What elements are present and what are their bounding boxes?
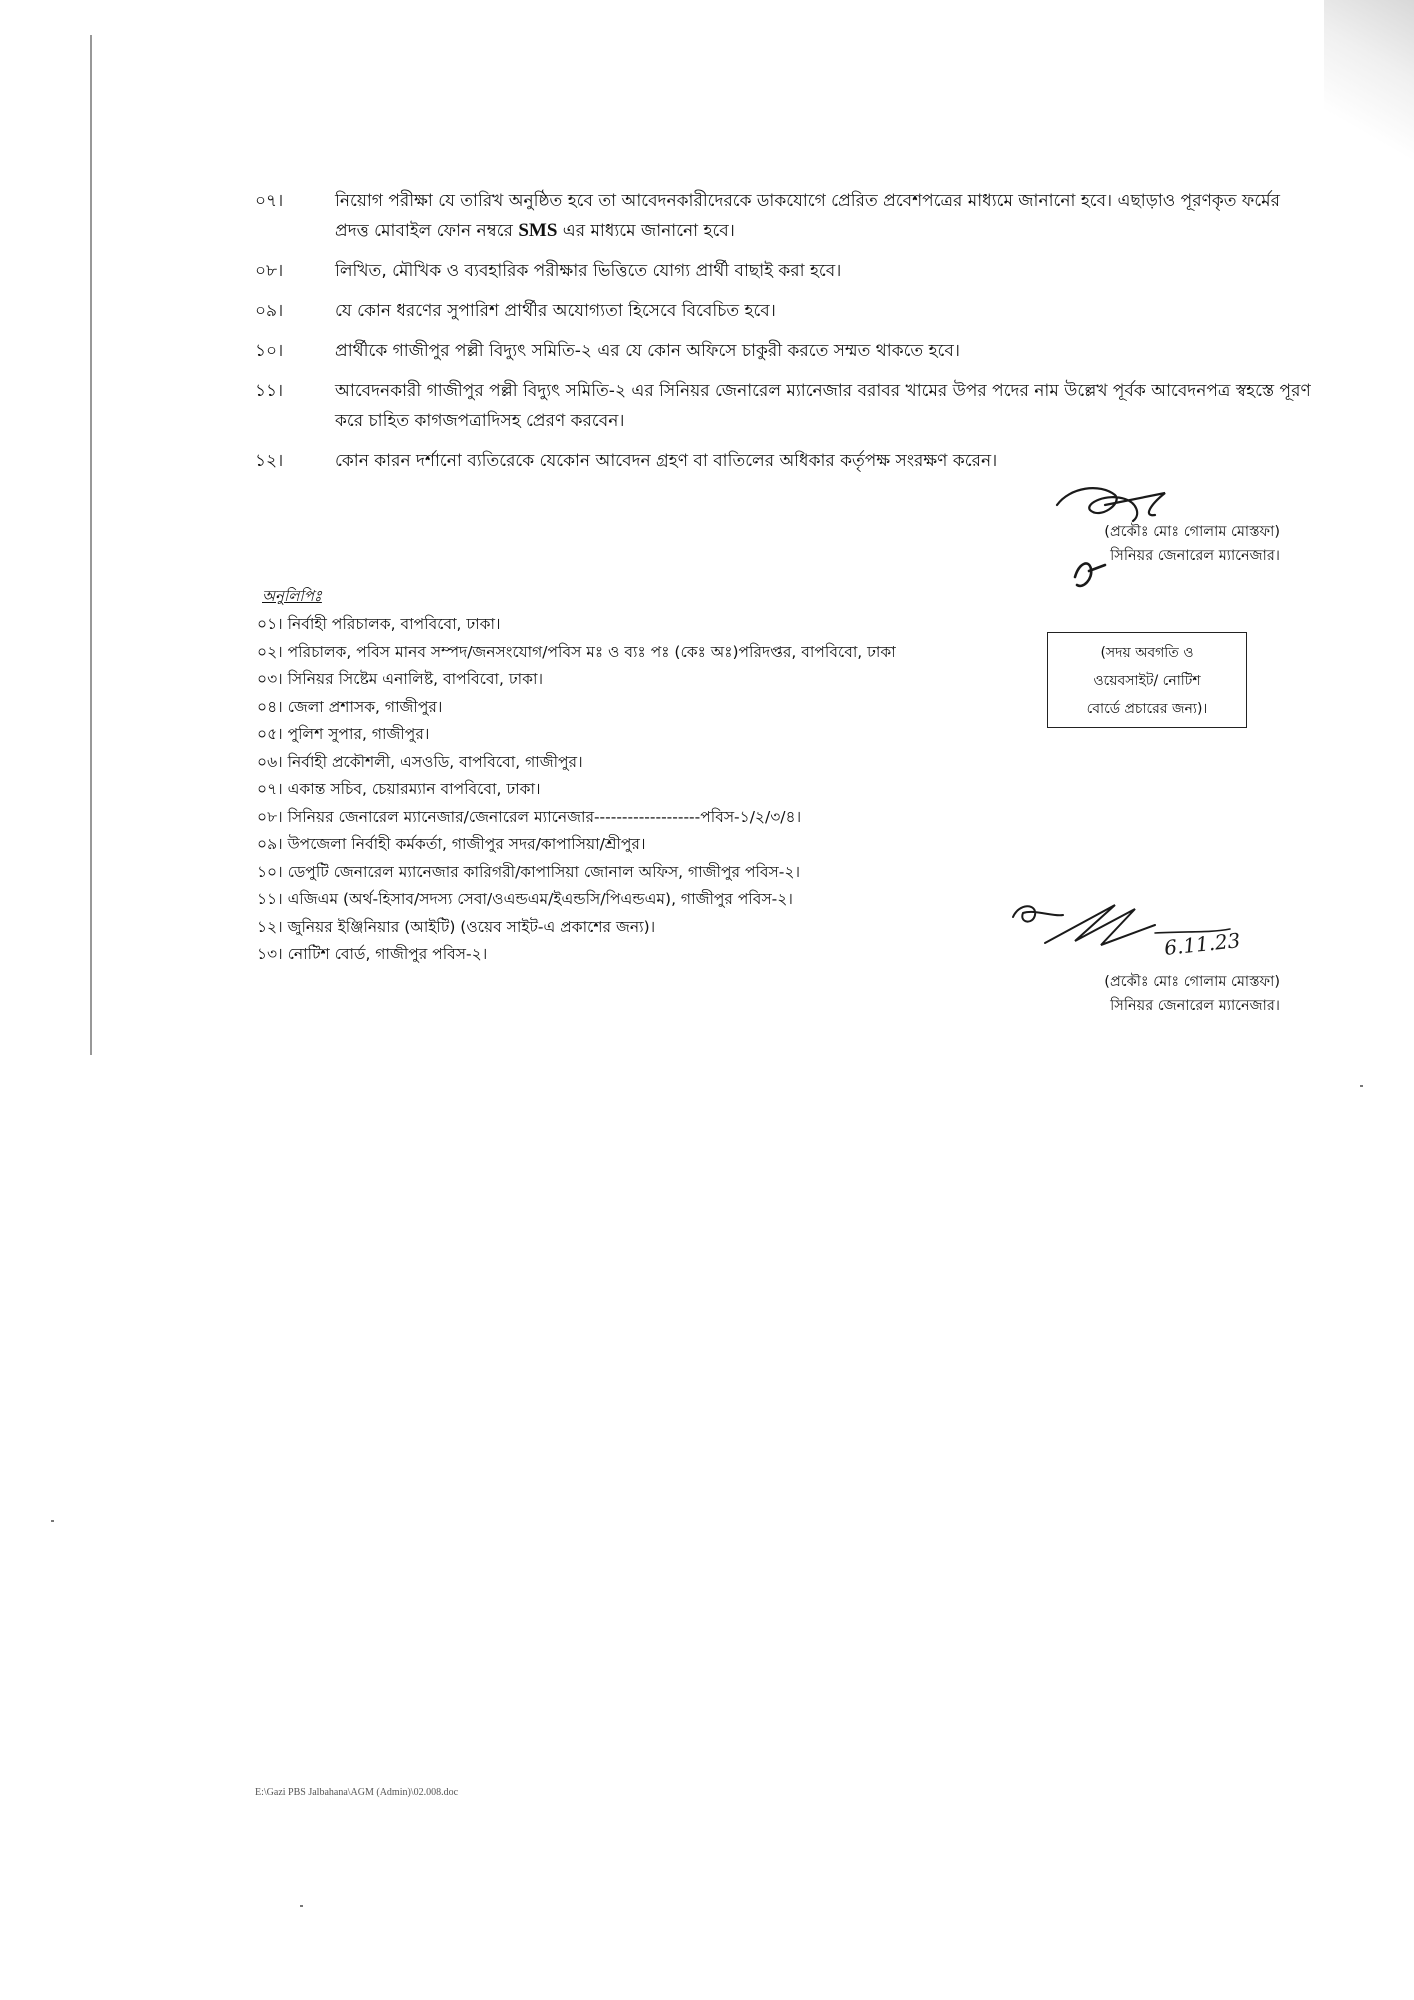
scan-edge-line — [90, 35, 92, 1055]
signatory-name: (প্রকৌঃ মোঃ গোলাম মোস্তফা) — [1104, 974, 1280, 990]
cc-item: ০৯। উপজেলা নির্বাহী কর্মকর্তা, গাজীপুর সদর/কাপাসিয়া/শ্রীপুর। — [257, 835, 646, 853]
cc-list — [257, 611, 1057, 969]
notice-item — [255, 256, 1315, 286]
signatory-name: (প্রকৌঃ মোঃ গোলাম মোস্তফা) — [1104, 524, 1280, 540]
cc-item: ১০। ডেপুটি জেনারেল ম্যানেজার কারিগরী/কাপাসিয়া জোনাল অফিস, গাজীপুর পবিস-২। — [257, 862, 800, 881]
info-box-line: ওয়েবসাইট/ নোটিশ — [1093, 673, 1201, 689]
info-box-line: বোর্ডে প্রচারের জন্য)। — [1086, 701, 1208, 717]
cc-heading: অনুলিপিঃ — [262, 587, 322, 605]
cc-item: ০১। নির্বাহী পরিচালক, বাপবিবো, ঢাকা। — [257, 615, 501, 633]
notice-number: ০৭। — [255, 191, 284, 211]
cc-item: ০৮। সিনিয়র জেনারেল ম্যানেজার/জেনারেল ম্যানেজার-------------------পবিস-১/২/৩/৪। — [257, 807, 802, 826]
notice-text: যে কোন ধরণের সুপারিশ প্রার্থীর অযোগ্যতা হিসেবে বিবেচিত হবে। — [335, 301, 776, 321]
notice-item — [255, 186, 1315, 246]
notice-text: আবেদনকারী গাজীপুর পল্লী বিদ্যুৎ সমিতি-২ এর সিনিয়র জেনারেল ম্যানেজার বরাবর খামের উপর পদের নাম উল্লেখ পূর্বক আবেদনপত্র স্বহস্তে পূরণ করে চাহিত কাগজপত্রাদিসহ প্রেরণ করবেন। — [335, 381, 1311, 431]
signatory-designation: সিনিয়র জেনারেল ম্যানেজার। — [1110, 548, 1280, 564]
notice-item — [255, 376, 1315, 436]
file-path-footer: E:\Gazi PBS Jalbahana\AGM (Admin)\02.008.doc — [255, 1787, 459, 1798]
cc-item: ০৭। একান্ত সচিব, চেয়ারম্যান বাপবিবো, ঢাকা। — [257, 780, 541, 798]
scan-speck — [300, 1905, 303, 1907]
cc-item: ১২। জুনিয়র ইঞ্জিনিয়ার (আইটি) (ওয়েব সাইট-এ প্রকাশের জন্য)। — [257, 917, 656, 936]
cc-item: ০৪। জেলা প্রশাসক, গাজীপুর। — [257, 697, 443, 716]
notice-text: প্রার্থীকে গাজীপুর পল্লী বিদ্যুৎ সমিতি-২ এর যে কোন অফিসে চাকুরী করতে সম্মত থাকতে হবে। — [335, 341, 960, 361]
signatory-designation: সিনিয়র জেনারেল ম্যানেজার। — [1110, 998, 1280, 1014]
cc-item: ১৩। নোটিশ বোর্ড, গাজীপুর পবিস-২। — [257, 945, 488, 963]
handwritten-signature-2 — [1005, 895, 1245, 975]
notice-number: ০৯। — [255, 301, 284, 321]
notice-text: লিখিত, মৌখিক ও ব্যবহারিক পরীক্ষার ভিত্তিতে যোগ্য প্রার্থী বাছাই করা হবে। — [335, 261, 842, 281]
notice-text: কোন কারন দর্শানো ব্যতিরেকে যেকোন আবেদন গ্রহণ বা বাতিলের অধিকার কর্তৃপক্ষ সংরক্ষণ করেন। — [335, 451, 998, 471]
notice-list — [255, 186, 1315, 486]
notice-number: ১১। — [255, 381, 284, 401]
scan-corner-shadow — [1324, 0, 1414, 180]
cc-item: ১১। এজিএম (অর্থ-হিসাব/সদস্য সেবা/ওএন্ডএম/ইএন্ডসি/পিএন্ডএম), গাজীপুর পবিস-২। — [257, 890, 793, 908]
cc-item: ০৩। সিনিয়র সিষ্টেম এনালিষ্ট, বাপবিবো, ঢাকা। — [257, 670, 544, 688]
svg-text:6.11.23: 6.11.23 — [1163, 928, 1242, 960]
notice-text-end: এর মাধ্যমে জানানো হবে। — [562, 221, 735, 241]
notice-number: ০৮। — [255, 261, 284, 281]
cc-item: ০২। পরিচালক, পবিস মানব সম্পদ/জনসংযোগ/পবিস মঃ ও ব্যঃ পঃ (কেঃ অঃ)পরিদপ্তর, বাপবিবো, ঢাকা — [257, 642, 896, 661]
scan-speck — [1360, 1085, 1363, 1087]
info-box — [1047, 632, 1247, 728]
info-box-line: (সদয় অবগতি ও — [1100, 645, 1194, 661]
notice-number: ১০। — [255, 341, 284, 361]
notice-text: নিয়োগ পরীক্ষা যে তারিখ অনুষ্ঠিত হবে তা আবেদনকারীদেরকে ডাকযোগে প্রেরিত প্রবেশপত্রের মাধ্যমে জানানো হবে। এছাড়াও পূরণকৃত ফর্মের প্রদত্ত মোবাইল ফোন নম্বরে — [335, 191, 1280, 241]
signatory-block-1 — [990, 520, 1280, 568]
notice-item — [255, 296, 1315, 326]
cc-item: ০৬। নির্বাহী প্রকৌশলী, এসওডি, বাপবিবো, গাজীপুর। — [257, 752, 583, 771]
cc-item: ০৫। পুলিশ সুপার, গাজীপুর। — [257, 725, 430, 743]
scan-speck — [51, 1520, 54, 1522]
signatory-block-2 — [990, 970, 1280, 1018]
notice-item — [255, 336, 1315, 366]
notice-emphasis: SMS — [518, 220, 558, 241]
notice-number: ১২। — [255, 451, 284, 471]
